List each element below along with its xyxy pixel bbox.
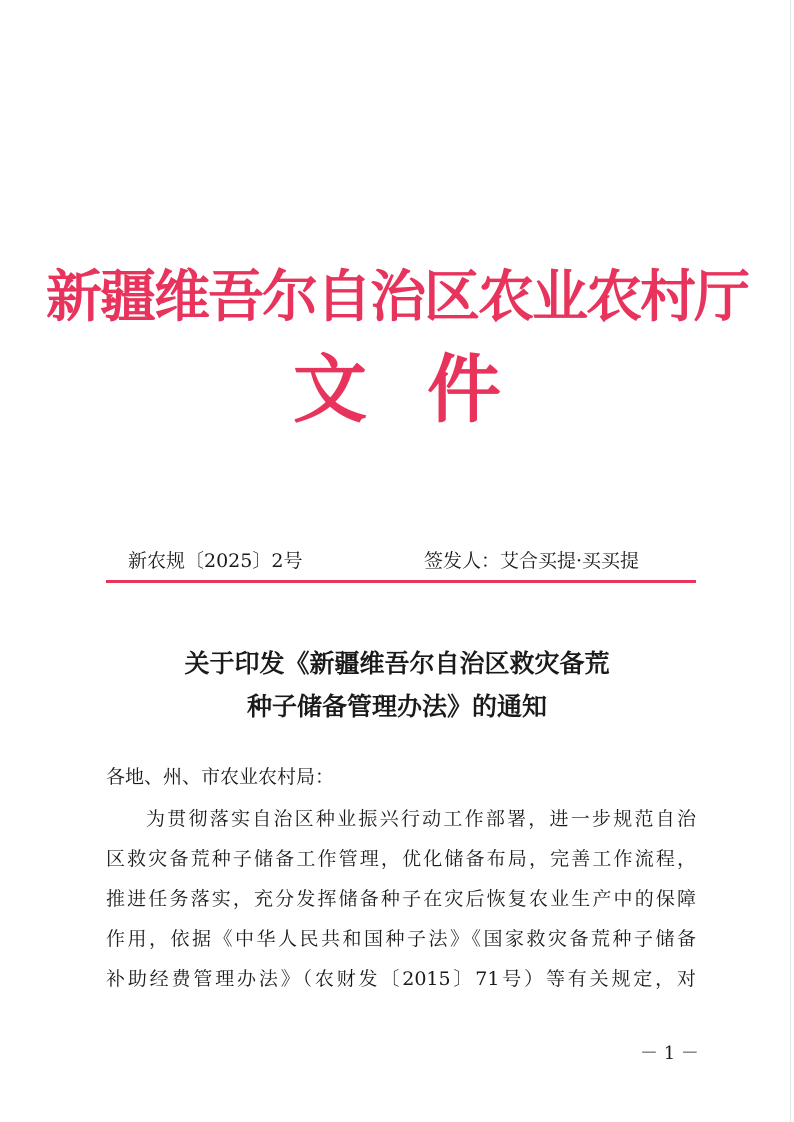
body-line-2: 区救灾备荒种子储备工作管理，优化储备布局，完善工作流程， [106, 848, 696, 870]
page-number: － 1 － [640, 1043, 699, 1064]
document-number: 新农规〔2025〕2号 [128, 550, 303, 572]
page-edge-line [790, 0, 791, 1122]
notice-title-line-2: 种子储备管理办法》的通知 [246, 692, 547, 721]
body-line-4: 作用，依据《中华人民共和国种子法》《国家救灾备荒种子储备 [106, 928, 696, 950]
salutation: 各地、州、市农业农村局： [106, 766, 335, 788]
notice-title-line-1: 关于印发《新疆维吾尔自治区救灾备荒 [184, 649, 610, 678]
masthead-subtitle: 文件 [293, 347, 561, 433]
body-line-5: 补助经费管理办法》（农财发〔2015〕71号）等有关规定，对 [106, 968, 696, 990]
masthead-title: 新疆维吾尔自治区农业农村厅 [46, 264, 748, 330]
red-divider-line [106, 580, 696, 583]
signer: 签发人：艾合买提·买买提 [424, 550, 640, 572]
body-line-1: 为贯彻落实自治区种业振兴行动工作部署，进一步规范自治 [146, 808, 696, 830]
body-line-3: 推进任务落实，充分发挥储备种子在灾后恢复农业生产中的保障 [106, 888, 696, 910]
